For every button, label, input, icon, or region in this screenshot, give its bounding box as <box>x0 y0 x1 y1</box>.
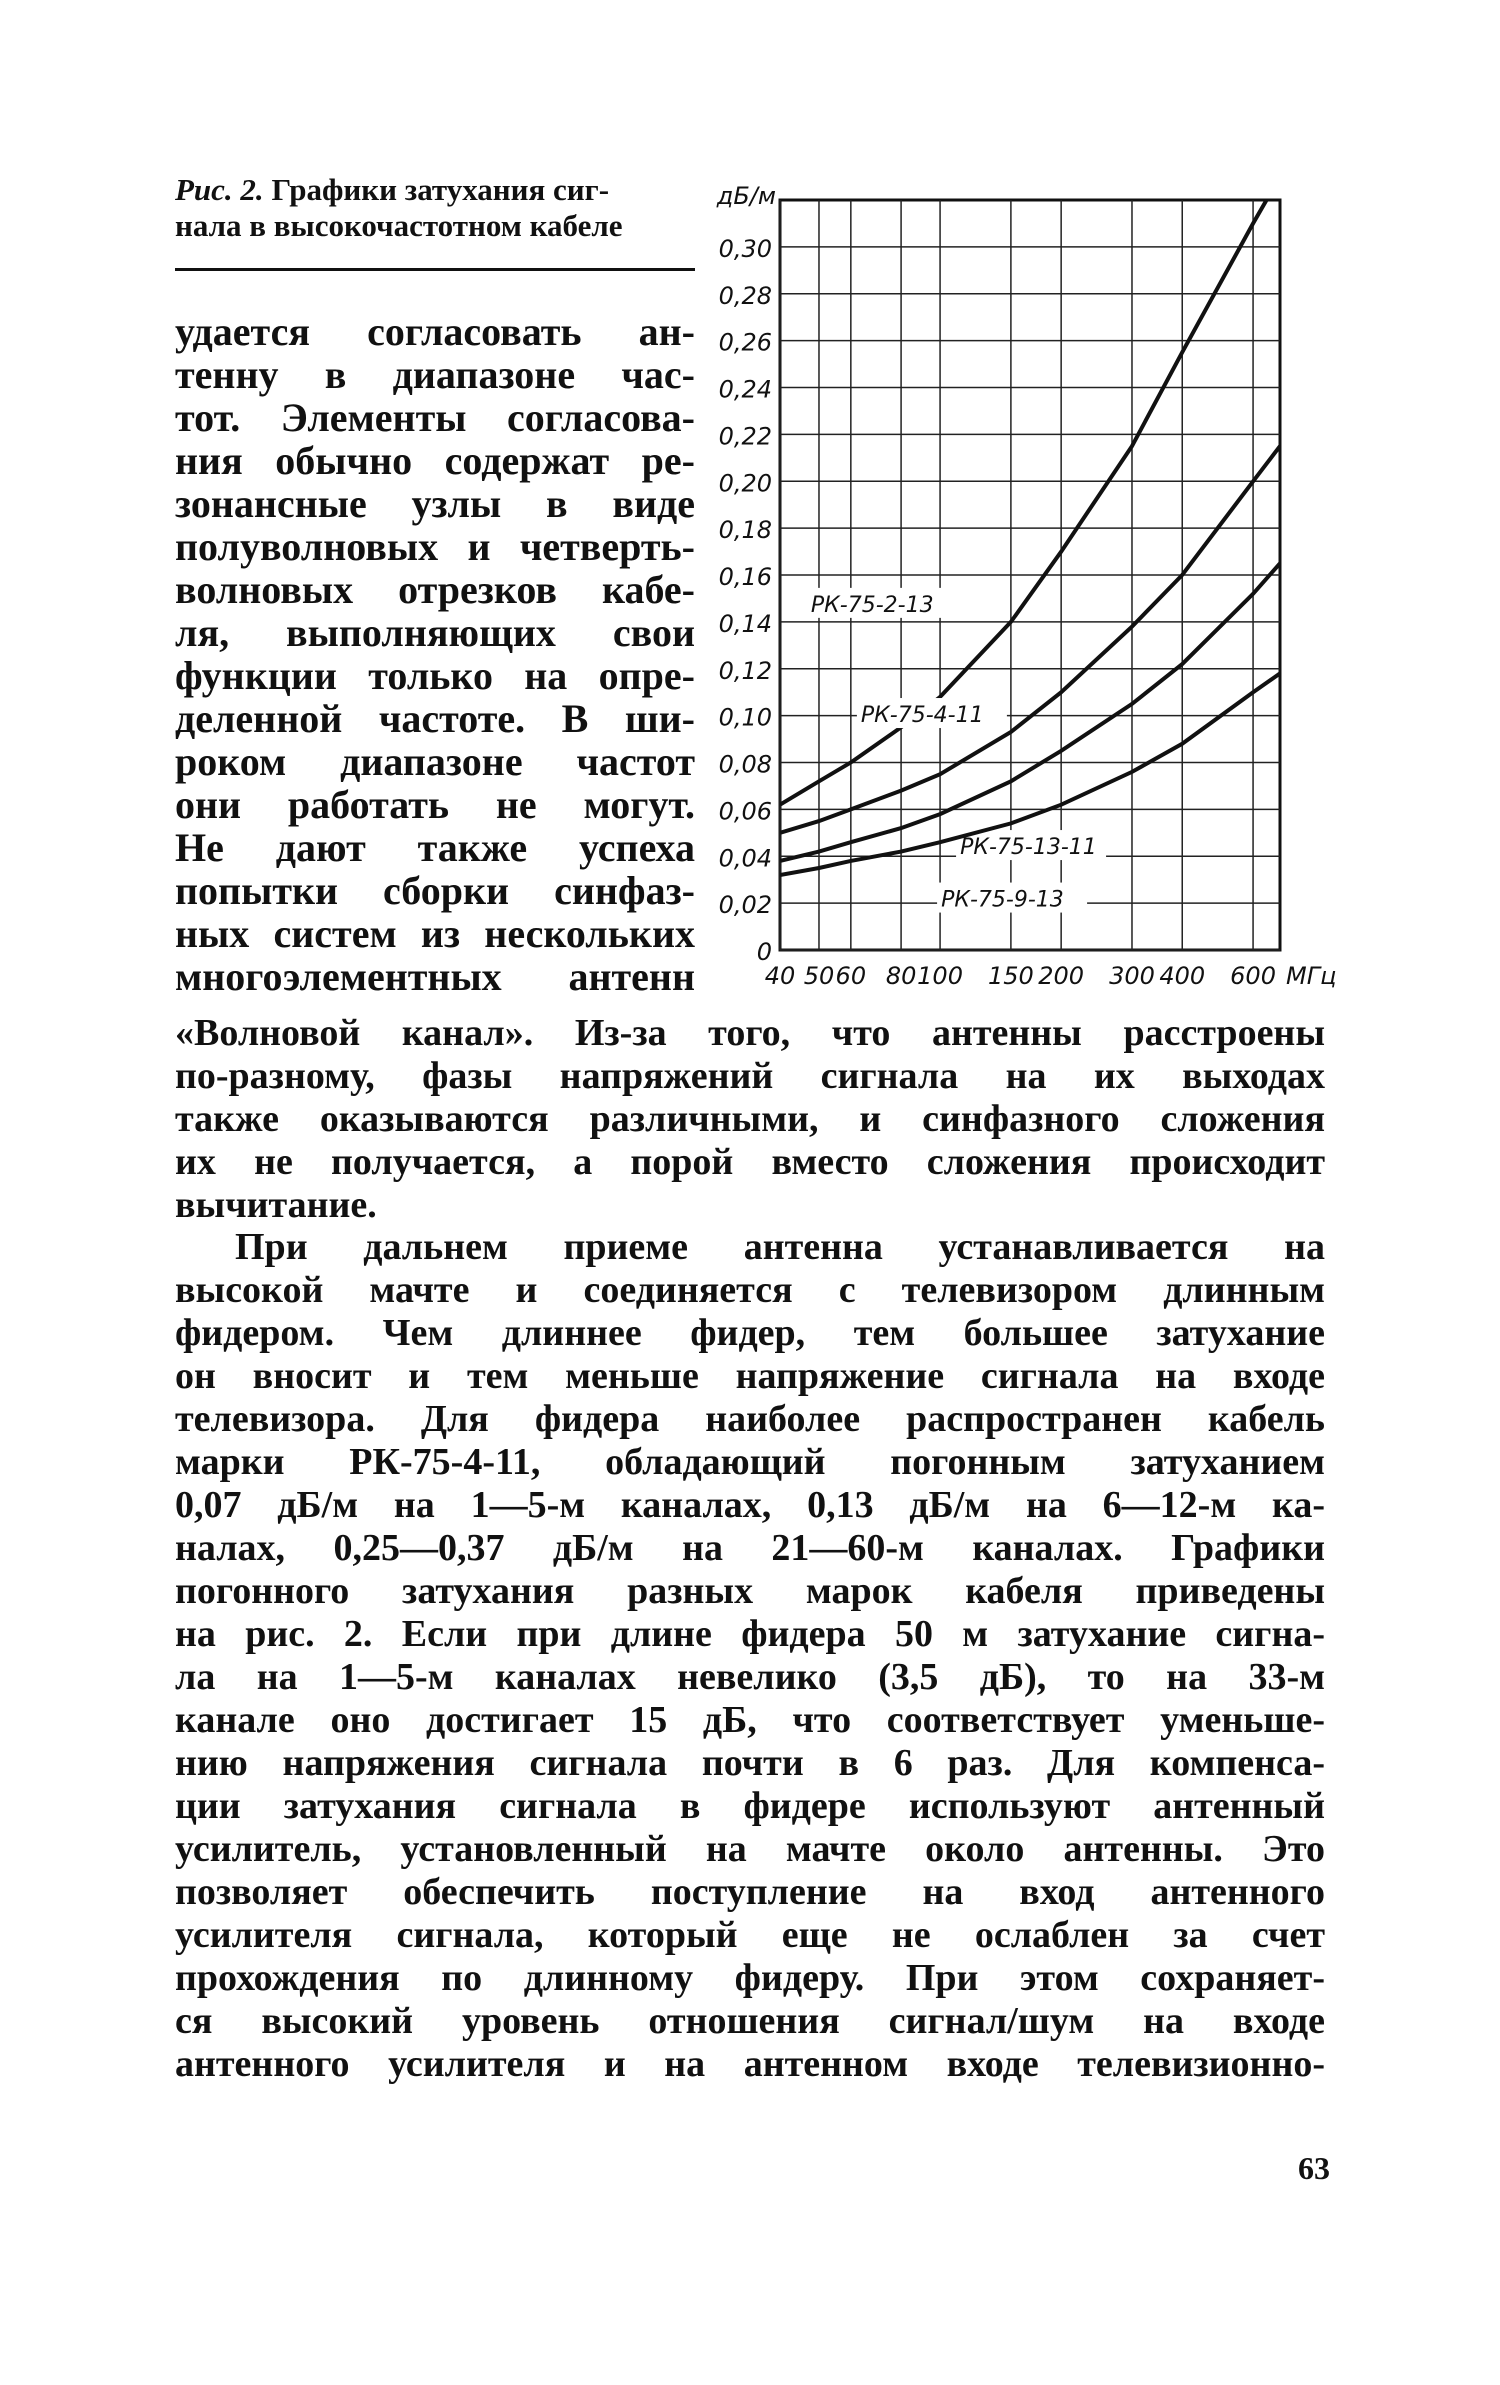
colText-line: удается согласовать ан- <box>175 309 695 354</box>
colText-line: ных систем из нескольких <box>175 911 695 956</box>
para2-line: прохождения по длинному фидеру. При этом сохраняет- <box>175 1957 1325 1999</box>
colText-line: попытки сборки синфаз- <box>175 868 695 913</box>
para2-line: канале оно достигает 15 дБ, что соответствует уменьше- <box>175 1699 1325 1741</box>
x-tick-label: 150 <box>987 962 1034 990</box>
y-tick-label: 0,26 <box>718 328 772 357</box>
y-tick-label: 0,04 <box>718 844 772 873</box>
paragraph-1 <box>175 1012 1325 1227</box>
para2-line: высокой мачте и соединяется с телевизором длинным <box>175 1269 1325 1311</box>
x-tick-label: 100 <box>917 962 963 990</box>
para1-line: «Волновой канал». Из-за того, что антенны расстроены <box>175 1012 1325 1054</box>
series-line <box>780 177 1280 805</box>
para2-line: нию напряжения сигнала почти в 6 раз. Для компенса- <box>175 1742 1325 1784</box>
y-axis-label: дБ/м <box>716 182 776 210</box>
para2-line: налах, 0,25—0,37 дБ/м на 21—60-м каналах. Графики <box>175 1527 1325 1569</box>
caption-rule <box>175 268 695 271</box>
x-tick-label: 200 <box>1038 962 1085 990</box>
para2-line: позволяет обеспечить поступление на вход антенного <box>175 1871 1325 1913</box>
column-text <box>175 310 695 998</box>
x-tick-label: 400 <box>1159 962 1206 990</box>
colText-line: полуволновых и четверть- <box>175 524 695 569</box>
y-tick-label: 0,28 <box>718 281 772 310</box>
colText-line: Не дают также успеха <box>175 825 695 870</box>
y-tick-label: 0,30 <box>718 234 772 263</box>
x-tick-label: 50 <box>803 962 835 990</box>
paragraph-2 <box>175 1226 1325 2086</box>
x-tick-label: 40 <box>764 962 796 990</box>
series-label: РК-75-2-13 <box>810 592 934 618</box>
x-axis-label: МГц <box>1286 962 1337 990</box>
x-tick-label: 60 <box>835 962 867 990</box>
colText-line: тенну в диапазоне час- <box>175 352 695 397</box>
para2-line: усилителя сигнала, который еще не ослаблен за счет <box>175 1914 1325 1956</box>
colText-line: многоэлементных антенн <box>175 954 695 999</box>
para2-line: на рис. 2. Если при длине фидера 50 м затухание сигна- <box>175 1613 1325 1655</box>
figure-caption <box>175 172 695 244</box>
figure-label: Рис. 2. <box>175 172 264 207</box>
y-tick-label: 0,06 <box>718 797 772 826</box>
colText-line: ния обычно содержат ре- <box>175 438 695 483</box>
series-label: РК-75-9-13 <box>941 887 1064 913</box>
para2-line: антенного усилителя и на антенном входе телевизионно- <box>175 2043 1325 2085</box>
para1-line: их не получается, а порой вместо сложения происходит <box>175 1141 1325 1183</box>
para2-line: ции затухания сигнала в фидере используют антенный <box>175 1785 1325 1827</box>
colText-line: зонансные узлы в виде <box>175 481 695 526</box>
colText-line: они работать не могут. <box>175 782 695 827</box>
para1-line: по-разному, фазы напряжений сигнала на их выходах <box>175 1055 1325 1097</box>
colText-line: тот. Элементы согласова- <box>175 395 695 440</box>
x-tick-label: 300 <box>1109 962 1155 990</box>
para2-line: 0,07 дБ/м на 1—5-м каналах, 0,13 дБ/м на 6—12-м ка- <box>175 1484 1325 1526</box>
y-tick-label: 0,08 <box>718 750 772 779</box>
x-tick-label: 80 <box>885 962 917 990</box>
para2-line: погонного затухания разных марок кабеля приведены <box>175 1570 1325 1612</box>
y-tick-label: 0,20 <box>718 469 772 498</box>
para2-line: он вносит и тем меньше напряжение сигнала на входе <box>175 1355 1325 1397</box>
caption-line-1: Графики затухания сиг- <box>271 172 610 207</box>
para2-line: марки РК-75-4-11, обладающий погонным затуханием <box>175 1441 1325 1483</box>
page-number: 63 <box>1298 2150 1330 2186</box>
colText-line: деленной частоте. В ши- <box>175 696 695 741</box>
y-tick-label: 0,12 <box>718 656 772 685</box>
y-tick-label: 0,14 <box>718 609 772 638</box>
caption-line-2: нала в высокочастотном кабеле <box>175 208 623 243</box>
colText-line: волновых отрезков кабе- <box>175 567 695 612</box>
colText-line: роком диапазоне частот <box>175 739 695 784</box>
series-label: РК-75-4-11 <box>860 703 984 729</box>
para2-line: ся высокий уровень отношения сигнал/шум на входе <box>175 2000 1325 2042</box>
attenuation-chart <box>700 180 1337 990</box>
y-tick-label: 0,10 <box>718 703 772 732</box>
y-tick-label: 0 <box>756 938 772 966</box>
para2-line: При дальнем приеме антенна устанавливается на <box>235 1226 1325 1268</box>
para2-line: ла на 1—5-м каналах невелико (3,5 дБ), то на 33-м <box>175 1656 1325 1698</box>
x-tick-label: 600 <box>1230 962 1276 990</box>
colText-line: функции только на опре- <box>175 653 695 698</box>
colText-line: ля, выполняющих свои <box>175 610 695 655</box>
y-tick-label: 0,18 <box>718 516 772 545</box>
series-label: РК-75-13-11 <box>960 835 1097 861</box>
para1-line: также оказываются различными, и синфазного сложения <box>175 1098 1325 1140</box>
y-tick-label: 0,16 <box>718 563 772 591</box>
y-tick-label: 0,24 <box>718 375 772 404</box>
para1-line: вычитание. <box>175 1184 377 1226</box>
y-tick-label: 0,22 <box>718 422 772 451</box>
para2-line: фидером. Чем длиннее фидер, тем большее затухание <box>175 1312 1325 1354</box>
y-tick-label: 0,02 <box>718 891 772 920</box>
para2-line: телевизора. Для фидера наиболее распространен кабель <box>175 1398 1325 1440</box>
para2-line: усилитель, установленный на мачте около антенны. Это <box>175 1828 1325 1870</box>
